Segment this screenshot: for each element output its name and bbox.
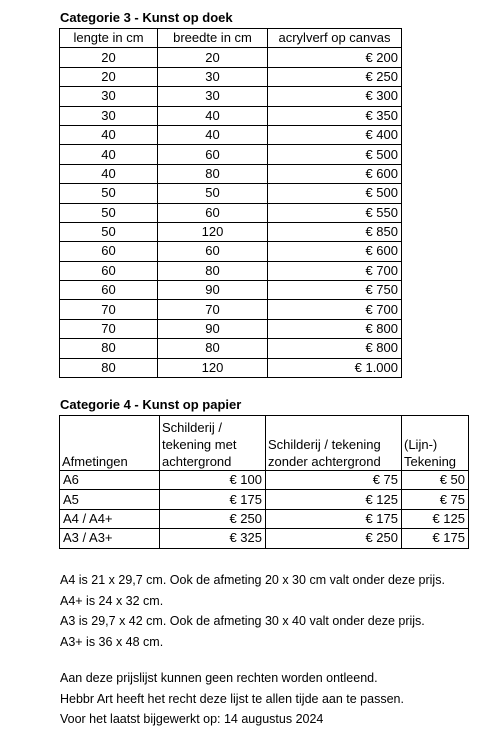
note-line: A3+ is 36 x 48 cm. — [60, 634, 164, 649]
dimension-cell: 80 — [60, 358, 158, 377]
price-cell: € 700 — [268, 300, 402, 319]
size-notes — [60, 570, 445, 652]
price-cell: € 300 — [268, 87, 402, 106]
dimension-cell: 90 — [158, 319, 268, 338]
price-cell: € 250 — [266, 529, 402, 548]
table-row — [60, 184, 402, 203]
dimension-cell: 70 — [60, 300, 158, 319]
category-4-price-table — [59, 415, 469, 549]
dimension-cell: 20 — [60, 67, 158, 86]
table-row — [60, 509, 469, 528]
size-cell: A4 / A4+ — [60, 509, 160, 528]
table-row — [60, 242, 402, 261]
price-cell: € 800 — [268, 339, 402, 358]
table-row — [60, 358, 402, 377]
price-cell: € 750 — [268, 281, 402, 300]
price-cell: € 700 — [268, 261, 402, 280]
dimension-cell: 70 — [60, 319, 158, 338]
disclaimer-line: Aan deze prijslijst kunnen geen rechten worden ontleend. — [60, 671, 378, 685]
table-header-row — [60, 29, 402, 48]
dimension-cell: 80 — [158, 339, 268, 358]
dimension-cell: 60 — [60, 261, 158, 280]
category-4-title: Categorie 4 - Kunst op papier — [60, 397, 242, 412]
column-header: lengte in cm — [60, 29, 158, 48]
dimension-cell: 60 — [158, 242, 268, 261]
dimension-cell: 40 — [60, 125, 158, 144]
table-row — [60, 67, 402, 86]
category-3-title: Categorie 3 - Kunst op doek — [60, 10, 233, 25]
dimension-cell: 60 — [60, 281, 158, 300]
note-line: A3 is 29,7 x 42 cm. Ook de afmeting 30 x 40 valt onder deze prijs. — [60, 614, 425, 628]
dimension-cell: 50 — [60, 184, 158, 203]
dimension-cell: 60 — [158, 145, 268, 164]
table-row — [60, 87, 402, 106]
price-cell: € 125 — [266, 490, 402, 509]
dimension-cell: 80 — [60, 339, 158, 358]
dimension-cell: 40 — [158, 125, 268, 144]
table-row — [60, 339, 402, 358]
dimension-cell: 50 — [158, 184, 268, 203]
price-cell: € 600 — [268, 164, 402, 183]
dimension-cell: 30 — [158, 87, 268, 106]
table-row — [60, 222, 402, 241]
price-cell: € 1.000 — [268, 358, 402, 377]
price-cell: € 800 — [268, 319, 402, 338]
price-cell: € 175 — [402, 529, 469, 548]
dimension-cell: 30 — [158, 67, 268, 86]
dimension-cell: 40 — [158, 106, 268, 125]
price-cell: € 400 — [268, 125, 402, 144]
column-header: (Lijn-) Tekening — [402, 416, 469, 471]
dimension-cell: 80 — [158, 164, 268, 183]
size-cell: A5 — [60, 490, 160, 509]
dimension-cell: 50 — [60, 203, 158, 222]
table-row — [60, 261, 402, 280]
price-cell: € 500 — [268, 145, 402, 164]
size-cell: A3 / A3+ — [60, 529, 160, 548]
note-line: A4 is 21 x 29,7 cm. Ook de afmeting 20 x 30 cm valt onder deze prijs. — [60, 573, 445, 587]
column-header: Schilderij / tekening met achtergrond — [160, 416, 266, 471]
table-row — [60, 281, 402, 300]
price-cell: € 850 — [268, 222, 402, 241]
dimension-cell: 40 — [60, 145, 158, 164]
table-row — [60, 125, 402, 144]
column-header: Schilderij / tekening zonder achtergrond — [266, 416, 402, 471]
dimension-cell: 80 — [158, 261, 268, 280]
dimension-cell: 120 — [158, 222, 268, 241]
table-row — [60, 106, 402, 125]
category-3-price-table — [59, 28, 402, 378]
dimension-cell: 40 — [60, 164, 158, 183]
price-cell: € 75 — [402, 490, 469, 509]
price-cell: € 50 — [402, 471, 469, 490]
column-header: Afmetingen — [60, 416, 160, 471]
size-cell: A6 — [60, 471, 160, 490]
price-cell: € 175 — [266, 509, 402, 528]
price-cell: € 350 — [268, 106, 402, 125]
table-row — [60, 145, 402, 164]
dimension-cell: 50 — [60, 222, 158, 241]
column-header: breedte in cm — [158, 29, 268, 48]
table-row — [60, 319, 402, 338]
dimension-cell: 120 — [158, 358, 268, 377]
price-cell: € 175 — [160, 490, 266, 509]
table-row — [60, 164, 402, 183]
disclaimer-line: Voor het laatst bijgewerkt op: 14 augustus 2024 — [60, 712, 324, 726]
dimension-cell: 60 — [60, 242, 158, 261]
dimension-cell: 90 — [158, 281, 268, 300]
price-cell: € 75 — [266, 471, 402, 490]
table-row — [60, 490, 469, 509]
table-row — [60, 300, 402, 319]
table-row — [60, 48, 402, 67]
dimension-cell: 30 — [60, 87, 158, 106]
table-row — [60, 471, 469, 490]
disclaimer — [60, 668, 404, 730]
table-row — [60, 203, 402, 222]
price-cell: € 100 — [160, 471, 266, 490]
price-cell: € 600 — [268, 242, 402, 261]
note-line: A4+ is 24 x 32 cm. — [60, 593, 164, 608]
price-cell: € 250 — [268, 67, 402, 86]
price-cell: € 325 — [160, 529, 266, 548]
table-row — [60, 529, 469, 548]
disclaimer-line: Hebbr Art heeft het recht deze lijst te allen tijde aan te passen. — [60, 691, 404, 706]
column-header: acrylverf op canvas — [268, 29, 402, 48]
price-cell: € 200 — [268, 48, 402, 67]
dimension-cell: 60 — [158, 203, 268, 222]
dimension-cell: 30 — [60, 106, 158, 125]
dimension-cell: 20 — [158, 48, 268, 67]
dimension-cell: 20 — [60, 48, 158, 67]
price-cell: € 125 — [402, 509, 469, 528]
price-cell: € 250 — [160, 509, 266, 528]
table-header-row — [60, 416, 469, 471]
dimension-cell: 70 — [158, 300, 268, 319]
price-cell: € 500 — [268, 184, 402, 203]
price-cell: € 550 — [268, 203, 402, 222]
